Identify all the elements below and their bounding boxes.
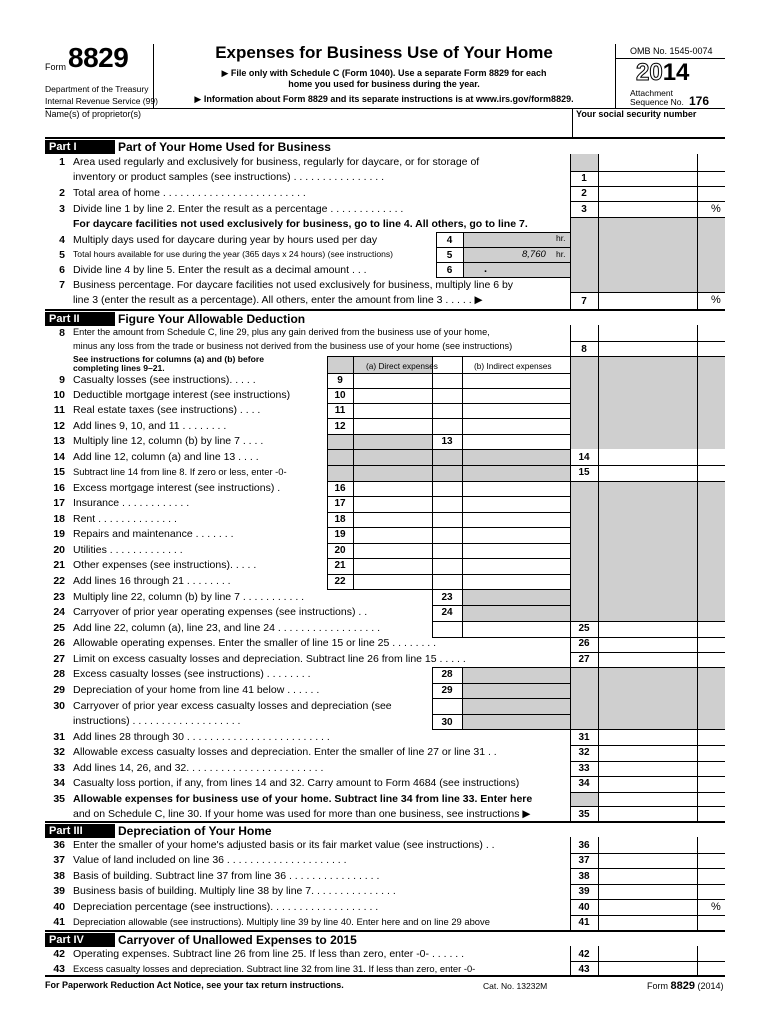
line-number: 14: [53, 451, 65, 463]
tax-year-outline: 20: [636, 59, 663, 86]
line-number: 33: [53, 762, 65, 774]
input-line-22[interactable]: [354, 575, 432, 589]
line-text: Basis of building. Subtract line 37 from line 36 . . . . . . . . . . . . . . . .: [73, 870, 380, 882]
box-9: 9: [337, 375, 343, 386]
line-text: Value of land included on line 36 . . . . . . . . . . . . . . . . . . . . .: [73, 854, 347, 866]
line-number: 28: [53, 668, 65, 680]
box-38: 38: [578, 871, 590, 882]
line-text: Depreciation percentage (see instructions). . . . . . . . . . . . . . . . . . .: [73, 901, 379, 913]
input-line-43[interactable]: [599, 963, 725, 977]
box-15: 15: [578, 467, 590, 478]
line-text: Business basis of building. Multiply line 38 by line 7. . . . . . . . . . . . . . .: [73, 885, 396, 897]
line-text: Multiply line 12, column (b) by line 7 . . . .: [73, 435, 264, 447]
input-line-4[interactable]: [464, 233, 570, 247]
box-32: 32: [578, 747, 590, 758]
box-42: 42: [578, 949, 590, 960]
input-line-26[interactable]: [599, 637, 725, 651]
name-input[interactable]: [45, 120, 570, 136]
line-text: Allowable operating expenses. Enter the smaller of line 15 or line 25 . . . . . . . .: [73, 637, 437, 649]
box-13: 13: [441, 436, 453, 447]
column-b-header: (b) Indirect expenses: [474, 361, 552, 371]
part-4-title: Carryover of Unallowed Expenses to 2015: [118, 933, 357, 947]
part-3-title: Depreciation of Your Home: [118, 824, 272, 838]
footer-form-id: Form 8829 (2014): [647, 980, 724, 992]
box-41: 41: [578, 917, 590, 928]
input-line-9[interactable]: [354, 374, 432, 388]
hr-4: hr.: [556, 233, 566, 243]
dept-line-2: Internal Revenue Service (99): [45, 96, 158, 106]
decimal-point-6: .: [484, 263, 488, 275]
input-line-33[interactable]: [599, 762, 725, 776]
line-text: Allowable expenses for business use of your home. Subtract line 34 from line 33. Enter here: [73, 793, 533, 805]
line-text: Enter the smaller of your home's adjusted basis or its fair market value (see instructions) . .: [73, 839, 495, 851]
input-line-9-b[interactable]: [463, 374, 570, 388]
form-word: Form: [45, 62, 66, 72]
box-26: 26: [578, 638, 590, 649]
box-12: 12: [334, 421, 346, 432]
input-line-37[interactable]: [599, 854, 725, 868]
input-line-10[interactable]: [354, 389, 432, 403]
line-text: Subtract line 14 from line 8. If zero or less, enter -0-: [73, 466, 287, 477]
rule: [570, 806, 725, 807]
part-4-label: Part IV: [45, 933, 115, 947]
input-line-16[interactable]: [354, 482, 432, 496]
ssn-label: Your social security number: [576, 109, 697, 119]
percent-40: %: [711, 901, 721, 913]
line-number: 9: [59, 374, 65, 386]
box-10: 10: [334, 390, 346, 401]
line-number: 10: [53, 389, 65, 401]
line-number: 21: [53, 559, 65, 571]
line-number: 12: [53, 420, 65, 432]
box-7: 7: [581, 296, 587, 307]
box-23: 23: [441, 592, 453, 603]
line-text: Rent . . . . . . . . . . . . . .: [73, 513, 177, 525]
line-text: instructions) . . . . . . . . . . . . . . . . . . .: [73, 715, 241, 727]
attachment-label: Attachment: [630, 88, 673, 98]
line-text: and on Schedule C, line 30. If your home was used for more than one business, see instructions ▶: [73, 808, 531, 820]
box-6: 6: [446, 265, 453, 276]
line-text: Add line 22, column (a), line 23, and line 24 . . . . . . . . . . . . . . . . . .: [73, 622, 380, 634]
input-line-36[interactable]: [599, 839, 725, 853]
box-29: 29: [441, 685, 453, 696]
input-line-7[interactable]: [599, 293, 725, 308]
line-text: Other expenses (see instructions). . . . .: [73, 559, 257, 571]
box-14: 14: [578, 452, 590, 463]
line-number: 27: [53, 653, 65, 665]
name-label: Name(s) of proprietor(s): [45, 109, 142, 119]
line-text: Casualty losses (see instructions). . . . .: [73, 374, 256, 386]
line-number: 20: [53, 544, 65, 556]
input-line-18-b[interactable]: [463, 513, 570, 527]
subtitle-2: home you used for business during the year.: [288, 79, 480, 89]
part-3-label: Part III: [45, 824, 115, 838]
line-number: 31: [53, 731, 65, 743]
line-number: 11: [53, 404, 65, 416]
line-number: 42: [53, 948, 65, 960]
box-40: 40: [578, 902, 590, 913]
ssn-input[interactable]: [574, 120, 724, 136]
box-34: 34: [578, 778, 590, 789]
box-18: 18: [334, 514, 346, 525]
box-37: 37: [578, 855, 590, 866]
box-2: 2: [581, 188, 587, 199]
line-number: 29: [53, 684, 65, 696]
box-27: 27: [578, 654, 590, 665]
form-title: Expenses for Business Use of Your Home: [215, 43, 553, 62]
box-19: 19: [334, 529, 346, 540]
input-line-19-b[interactable]: [463, 528, 570, 542]
line-number: 34: [53, 777, 65, 789]
line-text: Add lines 14, 26, and 32. . . . . . . . . . . . . . . . . . . . . . . .: [73, 762, 324, 774]
input-line-40[interactable]: [599, 901, 725, 915]
input-line-16-b[interactable]: [463, 482, 570, 496]
box-5: 5: [446, 250, 453, 261]
line-number: 38: [53, 870, 65, 882]
line-text: Carryover of prior year excess casualty losses and depreciation (see: [73, 700, 392, 712]
line-text: Add lines 28 through 30 . . . . . . . . . . . . . . . . . . . . . . . . .: [73, 731, 330, 743]
part-2-label: Part II: [45, 312, 115, 326]
input-line-14[interactable]: [599, 451, 725, 465]
line-number: 32: [53, 746, 65, 758]
input-line-29[interactable]: [463, 684, 570, 698]
line-number: 16: [53, 482, 65, 494]
box-31: 31: [578, 732, 590, 743]
line-number: 41: [53, 916, 65, 928]
input-line-31[interactable]: [599, 731, 725, 745]
line-text: Casualty loss portion, if any, from lines 14 and 32. Carry amount to Form 4684 (see instructions): [73, 777, 520, 789]
line-number: 15: [53, 466, 65, 478]
input-line-21[interactable]: [354, 559, 432, 573]
form-number: 8829: [68, 42, 129, 73]
input-line-6[interactable]: [464, 263, 570, 277]
line-text: Depreciation allowable (see instructions). Multiply line 39 by line 40. Enter here and on line 29 above: [73, 916, 490, 927]
input-line-20[interactable]: [354, 544, 432, 558]
line-number: 13: [53, 435, 65, 447]
line-text: Deductible mortgage interest (see instructions): [73, 389, 291, 401]
input-line-20-b[interactable]: [463, 544, 570, 558]
rule: [432, 714, 570, 715]
box-11: 11: [334, 405, 346, 416]
input-line-11[interactable]: [354, 404, 432, 418]
input-line-34[interactable]: [599, 777, 725, 791]
box-25: 25: [578, 623, 590, 634]
subtitle-3: ▶ Information about Form 8829 and its separate instructions is at www.irs.gov/form8829.: [194, 94, 574, 104]
hours-available: 8,760: [522, 249, 546, 260]
part-1-label: Part I: [45, 140, 115, 154]
box-4: 4: [446, 235, 453, 246]
tax-year-bold: 14: [662, 59, 690, 86]
line-number: 39: [53, 885, 65, 897]
line-number: 24: [53, 606, 65, 618]
input-line-30[interactable]: [463, 716, 570, 730]
line-text: Excess mortgage interest (see instructions) .: [73, 482, 281, 494]
box-16: 16: [334, 483, 346, 494]
input-line-15[interactable]: [599, 466, 725, 480]
line-number: 23: [53, 591, 65, 603]
input-line-25[interactable]: [599, 622, 725, 636]
input-line-19[interactable]: [354, 528, 432, 542]
box-17: 17: [334, 498, 346, 509]
box-43: 43: [578, 964, 590, 975]
line-number: 40: [53, 901, 65, 913]
box-20: 20: [334, 545, 346, 556]
paperwork-notice: For Paperwork Reduction Act Notice, see your tax return instructions.: [45, 980, 344, 990]
line-number: 35: [53, 793, 65, 805]
line-text: Utilities . . . . . . . . . . . . .: [73, 544, 183, 556]
line-text: Add line 12, column (a) and line 13 . . . .: [73, 451, 259, 463]
input-line-22-b[interactable]: [463, 575, 570, 589]
box-1: 1: [581, 173, 587, 184]
line-number: 22: [53, 575, 65, 587]
box-30: 30: [441, 717, 453, 728]
line-number: 37: [53, 854, 65, 866]
part-1-title: Part of Your Home Used for Business: [118, 140, 331, 154]
input-line-18[interactable]: [354, 513, 432, 527]
line-number: 36: [53, 839, 65, 851]
line-number: 26: [53, 637, 65, 649]
line-text: Depreciation of your home from line 41 below . . . . . .: [73, 684, 320, 696]
box-39: 39: [578, 886, 590, 897]
line-text: Limit on excess casualty losses and depreciation. Subtract line 26 from line 15 . . . . .: [73, 653, 466, 665]
input-line-8[interactable]: [599, 342, 725, 356]
input-line-32[interactable]: [599, 746, 725, 760]
catalog-number: Cat. No. 13232M: [483, 981, 548, 991]
input-line-21-b[interactable]: [463, 559, 570, 573]
line-text: Multiply line 22, column (b) by line 7 . . . . . . . . . . .: [73, 591, 305, 603]
line-text: Real estate taxes (see instructions) . . . .: [73, 404, 261, 416]
input-line-17[interactable]: [354, 497, 432, 511]
input-line-11-b[interactable]: [463, 404, 570, 418]
box-3: 3: [581, 204, 587, 215]
line-text: Repairs and maintenance . . . . . . .: [73, 528, 234, 540]
input-line-12-b[interactable]: [463, 420, 570, 434]
input-line-42[interactable]: [599, 948, 725, 962]
input-line-24[interactable]: [463, 606, 570, 620]
line-text: Operating expenses. Subtract line 26 from line 25. If less than zero, enter -0- . . . . . .: [73, 948, 465, 960]
percent-3: %: [711, 203, 721, 215]
line-number: 19: [53, 528, 65, 540]
input-line-1[interactable]: [599, 172, 725, 186]
box-35: 35: [578, 809, 590, 820]
line-number: 18: [53, 513, 65, 525]
percent-7: %: [711, 294, 721, 306]
box-24: 24: [441, 607, 453, 618]
input-line-10-b[interactable]: [463, 389, 570, 403]
line-text: Carryover of prior year operating expenses (see instructions) . .: [73, 606, 368, 618]
input-line-28[interactable]: [463, 668, 570, 682]
column-a-header: (a) Direct expenses: [366, 361, 438, 371]
subtitle-1: ▶ File only with Schedule C (Form 1040). Use a separate Form 8829 for each: [221, 68, 547, 78]
omb-number: OMB No. 1545-0074: [630, 46, 713, 56]
input-line-41[interactable]: [599, 916, 725, 930]
box-8: 8: [581, 344, 587, 355]
line-number: 17: [53, 497, 65, 509]
input-line-23[interactable]: [463, 591, 570, 605]
sequence-label: Sequence No.: [630, 97, 684, 107]
input-line-27[interactable]: [599, 653, 725, 667]
input-line-17-b[interactable]: [463, 497, 570, 511]
line-number: 43: [53, 963, 65, 975]
part-2-title: Figure Your Allowable Deduction: [118, 312, 306, 326]
line-text: Allowable excess casualty losses and depreciation. Enter the smaller of line 27 or line 31 . .: [73, 746, 497, 758]
box-21: 21: [334, 560, 346, 571]
box-22: 22: [334, 576, 346, 587]
line-text: Excess casualty losses (see instructions) . . . . . . . .: [73, 668, 311, 680]
input-line-39[interactable]: [599, 885, 725, 899]
input-line-12[interactable]: [354, 420, 432, 434]
tax-year: [636, 60, 689, 86]
input-line-2[interactable]: [599, 187, 725, 201]
line-text: Add lines 16 through 21 . . . . . . . .: [73, 575, 231, 587]
dept-line-1: Department of the Treasury: [45, 84, 149, 94]
box-28: 28: [441, 669, 453, 680]
input-line-3[interactable]: [599, 202, 725, 216]
line-text: Insurance . . . . . . . . . . . .: [73, 497, 190, 509]
line-number: 25: [53, 622, 65, 634]
line-text: Add lines 9, 10, and 11 . . . . . . . .: [73, 420, 227, 432]
line-text: Excess casualty losses and depreciation. Subtract line 32 from line 31. If less than zero, enter -0-: [73, 963, 476, 974]
box-36: 36: [578, 840, 590, 851]
box-33: 33: [578, 763, 590, 774]
line-number: 30: [53, 700, 65, 712]
sequence-number: 176: [689, 94, 710, 108]
hr-5: hr.: [556, 249, 566, 259]
input-line-38[interactable]: [599, 870, 725, 884]
input-line-35[interactable]: [599, 808, 725, 822]
input-line-13[interactable]: [463, 435, 570, 449]
